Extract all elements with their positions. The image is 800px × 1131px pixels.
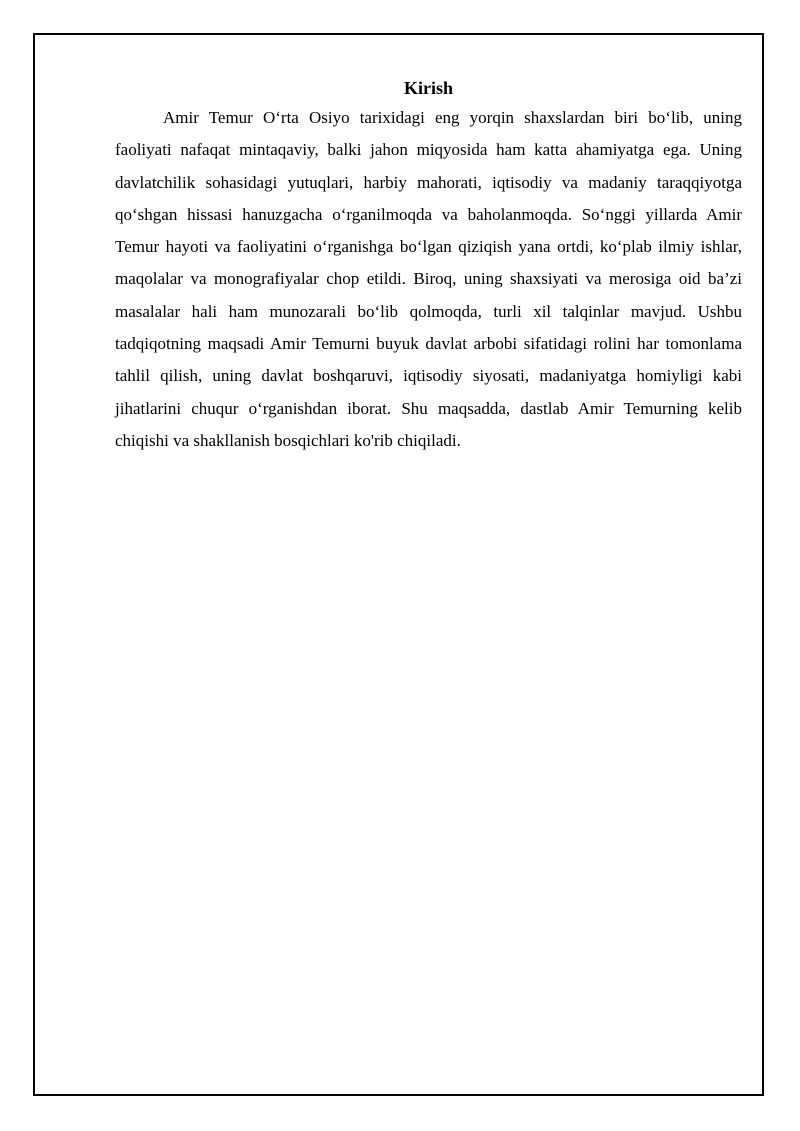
section-title: Kirish [403,78,453,98]
document-body [115,74,742,457]
intro-paragraph: Amir Temur O‘rta Osiyo tarixidagi eng yorqin shaxslardan biri bo‘lib, uning faoliyati nafaqat mintaqaviy, balki jahon miqyosida ham katta ahamiyatga ega. Uning davlatchilik sohasidagi yutuqlari, harbiy mahorati, iqtisodiy va madaniy taraqqiyotga qo‘shgan hissasi hanuzgacha o‘rganilmoqda va baholanmoqda. So‘nggi yillarda Amir Temur hayoti va faoliyatini o‘rganishga bo‘lgan qiziqish yana ortdi, ko‘plab ilmiy ishlar, maqolalar va monografiyalar chop etildi. Biroq, uning shaxsiyati va merosiga oid ba’zi masalalar hali ham munozarali bo‘lib qolmoqda, turli xil talqinlar mavjud. Ushbu tadqiqotning maqsadi Amir Temurni buyuk davlat arbobi sifatidagi rolini har tomonlama tahlil qilish, uning davlat boshqaruvi, iqtisodiy siyosati, madaniyatga homiyligi kabi jihatlarini chuqur o‘rganishdan iborat. Shu maqsadda, dastlab Amir Temurning kelib chiqishi va shakllanish bosqichlari ko'rib chiqiladi. [115,108,742,450]
